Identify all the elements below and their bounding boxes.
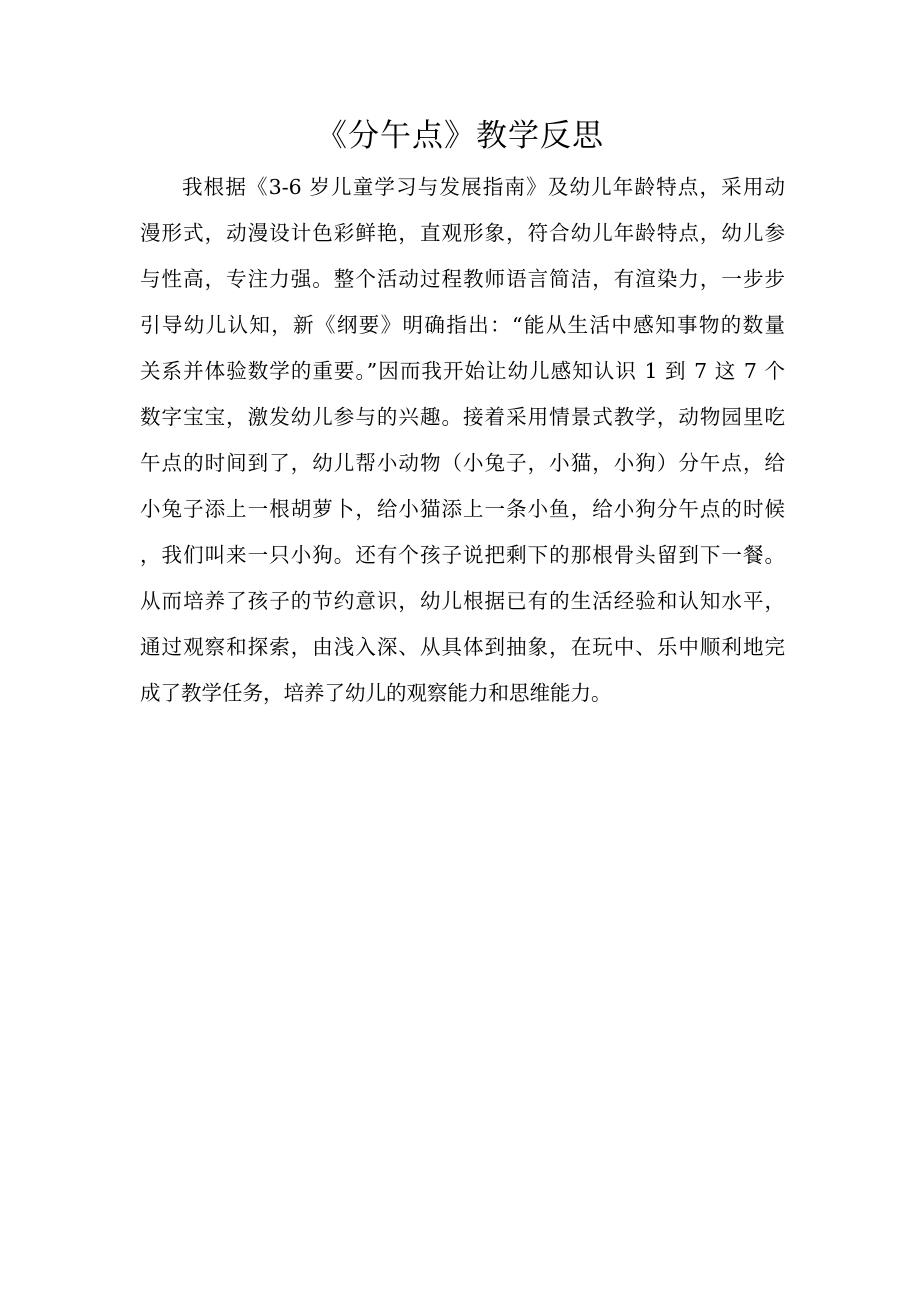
- paragraph-line: 关系并体验数学的重要。”因而我开始让幼儿感知认识 1 到 7 这 7 个: [140, 359, 785, 383]
- document-title: 《分午点》教学反思: [316, 118, 604, 154]
- paragraph-line: 引导幼儿认知，新《纲要》明确指出：“能从生活中感知事物的数量: [140, 313, 785, 337]
- paragraph-line: 数字宝宝，激发幼儿参与的兴趣。接着采用情景式教学，动物园里吃: [140, 405, 785, 429]
- paragraph-line: 小兔子添上一根胡萝卜，给小猫添上一条小鱼，给小狗分午点的时候: [140, 497, 785, 521]
- paragraph-line: 从而培养了孩子的节约意识，幼儿根据已有的生活经验和认知水平，: [140, 589, 785, 613]
- paragraph-line: ，我们叫来一只小狗。还有个孩子说把剩下的那根骨头留到下一餐。: [140, 543, 785, 567]
- paragraph-line: 与性高，专注力强。整个活动过程教师语言简洁，有渲染力，一步步: [140, 267, 785, 291]
- paragraph-line: 漫形式，动漫设计色彩鲜艳，直观形象，符合幼儿年龄特点，幼儿参: [140, 221, 785, 245]
- paragraph-line: 通过观察和探索，由浅入深、从具体到抽象，在玩中、乐中顺利地完: [140, 635, 785, 659]
- paragraph-line: 成了教学任务，培养了幼儿的观察能力和思维能力。: [140, 681, 612, 705]
- paragraph-line: 午点的时间到了，幼儿帮小动物（小兔子，小猫，小狗）分午点，给: [140, 451, 785, 475]
- paragraph-line: 我根据《3-6 岁儿童学习与发展指南》及幼儿年龄特点，采用动: [182, 175, 785, 199]
- document-body: [140, 164, 785, 716]
